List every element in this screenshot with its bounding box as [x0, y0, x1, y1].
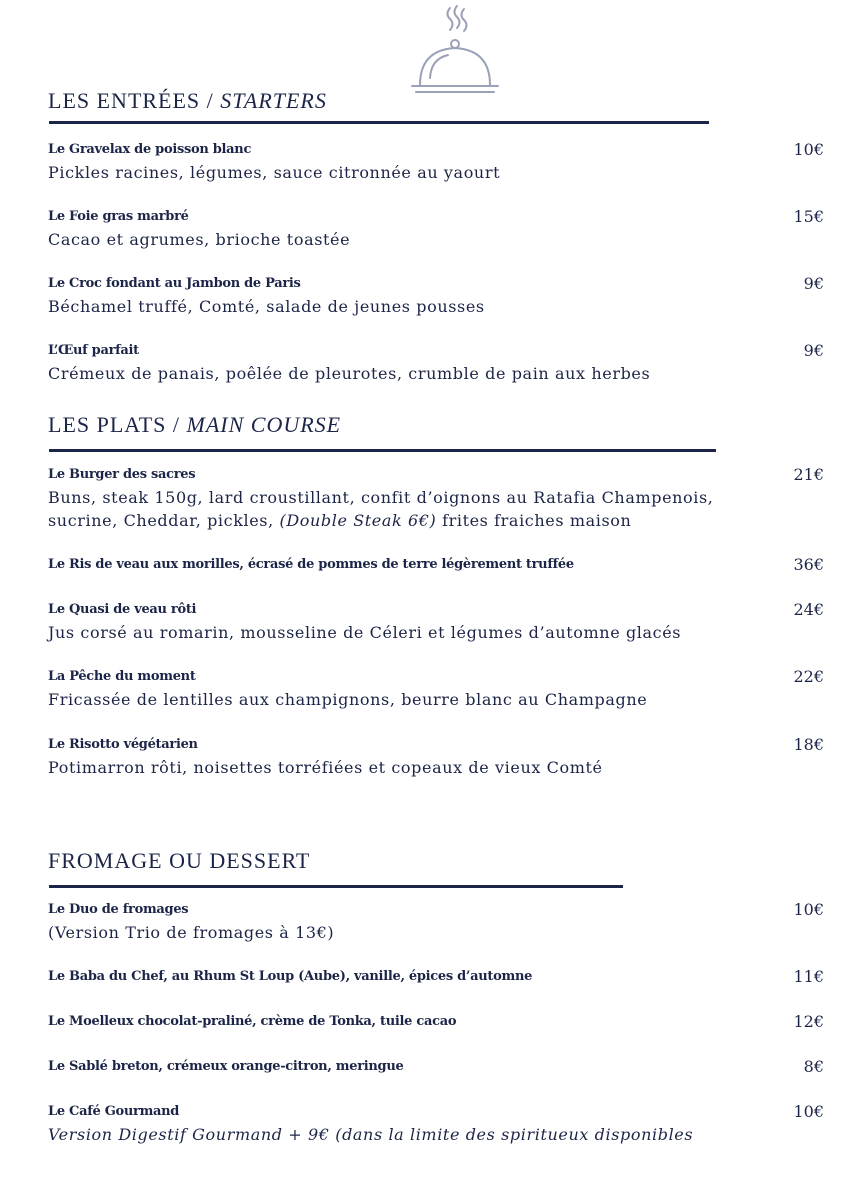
item-price: 10€ — [793, 900, 824, 919]
section-title-desserts: FROMAGE OU DESSERT — [48, 848, 311, 873]
menu-item — [48, 553, 824, 576]
menu-item — [48, 965, 824, 988]
section-divider — [49, 449, 716, 452]
menu-item — [48, 733, 824, 779]
item-name: Le Risotto végétarien — [48, 737, 198, 752]
item-price: 9€ — [803, 341, 824, 360]
menu-item — [48, 138, 824, 184]
section-title-mains: LES PLATS / MAIN COURSE — [48, 412, 342, 437]
item-description: (Version Trio de fromages à 13€) — [48, 923, 335, 942]
menu-item — [48, 463, 824, 532]
item-name: Le Foie gras marbré — [48, 209, 189, 224]
section-title-starters: LES ENTRÉES / STARTERS — [48, 88, 327, 113]
menu-item — [48, 598, 824, 644]
item-price: 10€ — [793, 1102, 824, 1121]
item-description-line2: sucrine, Cheddar, pickles, (Double Steak 6€) frites fraiches maison — [48, 511, 632, 530]
cloche-icon — [404, 2, 504, 98]
item-name: La Pêche du moment — [48, 669, 196, 684]
item-price: 21€ — [793, 465, 824, 484]
item-name: Le Burger des sacres — [48, 467, 196, 482]
section-divider — [49, 885, 623, 888]
item-price: 22€ — [793, 667, 824, 686]
menu-item — [48, 1100, 824, 1146]
menu-item — [48, 339, 824, 385]
item-name: Le Café Gourmand — [48, 1104, 180, 1119]
item-name: Le Quasi de veau rôti — [48, 602, 197, 617]
item-description: Pickles racines, légumes, sauce citronnée au yaourt — [48, 163, 501, 182]
item-description: Fricassée de lentilles aux champignons, beurre blanc au Champagne — [48, 690, 648, 709]
menu-item — [48, 665, 824, 711]
item-price: 15€ — [793, 207, 824, 226]
item-price: 24€ — [793, 600, 824, 619]
item-price: 10€ — [793, 140, 824, 159]
item-description: Jus corsé au romarin, mousseline de Céleri et légumes d’automne glacés — [48, 623, 682, 642]
item-name: Le Gravelax de poisson blanc — [48, 142, 252, 157]
item-price: 18€ — [793, 735, 824, 754]
item-description: Béchamel truffé, Comté, salade de jeunes pousses — [48, 297, 485, 316]
item-description: Potimarron rôti, noisettes torréfiées et copeaux de vieux Comté — [48, 758, 603, 777]
item-name: Le Ris de veau aux morilles, écrasé de pommes de terre légèrement truffée — [48, 557, 574, 572]
section-divider — [49, 121, 709, 124]
item-description: Crémeux de panais, poêlée de pleurotes, crumble de pain aux herbes — [48, 364, 651, 383]
item-price: 12€ — [793, 1012, 824, 1031]
item-name: Le Croc fondant au Jambon de Paris — [48, 276, 301, 291]
item-price: 9€ — [803, 274, 824, 293]
item-description: Cacao et agrumes, brioche toastée — [48, 230, 351, 249]
item-name: Le Baba du Chef, au Rhum St Loup (Aube), vanille, épices d’automne — [48, 969, 533, 984]
item-name: L’Œuf parfait — [48, 343, 139, 358]
item-description: Buns, steak 150g, lard croustillant, confit d’oignons au Ratafia Champenois, — [48, 488, 714, 507]
menu-item — [48, 1055, 824, 1078]
menu-item — [48, 272, 824, 318]
item-name: Le Moelleux chocolat-praliné, crème de Tonka, tuile cacao — [48, 1014, 457, 1029]
item-price: 36€ — [793, 555, 824, 574]
item-name: Le Duo de fromages — [48, 902, 189, 917]
item-description: Version Digestif Gourmand + 9€ (dans la limite des spiritueux disponibles — [48, 1125, 694, 1144]
menu-item — [48, 898, 824, 944]
item-price: 11€ — [793, 967, 824, 986]
item-name: Le Sablé breton, crémeux orange-citron, meringue — [48, 1059, 404, 1074]
item-price: 8€ — [803, 1057, 824, 1076]
menu-item — [48, 1010, 824, 1033]
menu-item — [48, 205, 824, 251]
